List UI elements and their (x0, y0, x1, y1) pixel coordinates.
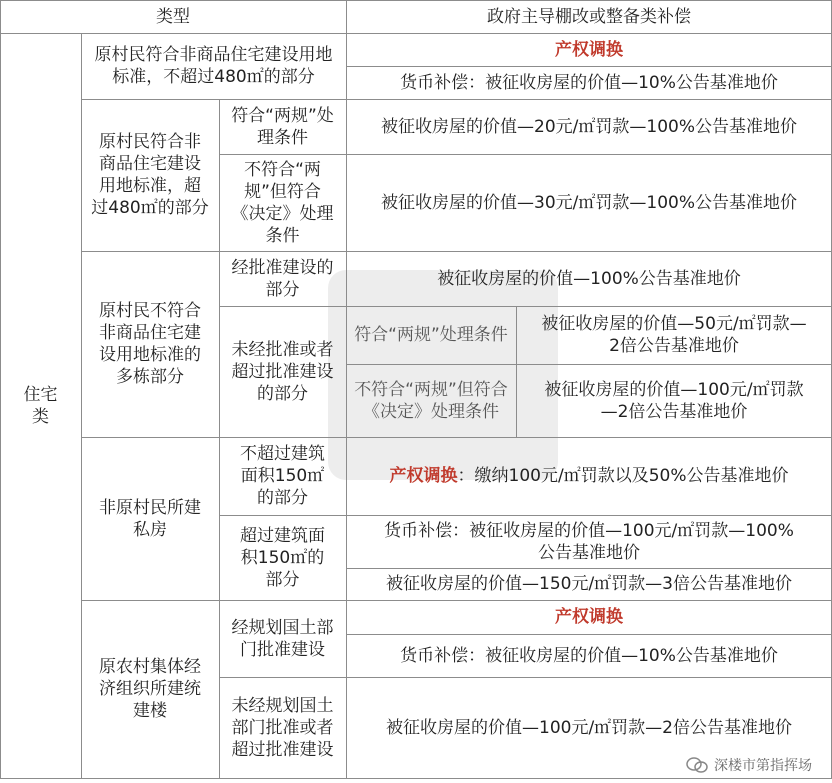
row4-sub-a-value-text: ：缴纳100元/㎡罚款以及50%公告基准地价 (457, 466, 789, 486)
row5-sub-b: 未经规划国土部门批准或者超过批准建设 (231, 695, 334, 760)
row4-sub-b-value1: 货币补偿：被征收房屋的价值—100元/㎡罚款—100%公告基准地价 (384, 520, 794, 563)
row1-cash: 货币补偿：被征收房屋的价值—10%公告基准地价 (400, 72, 778, 93)
brand-name: 深楼市第指挥场 (714, 758, 812, 774)
wechat-brand-watermark (686, 755, 812, 775)
row5-cash: 货币补偿：被征收房屋的价值—10%公告基准地价 (400, 645, 778, 666)
row3-label: 原村民不符合非商品住宅建设用地标准的多栋部分 (99, 301, 201, 387)
row3-approved-value: 被征收房屋的价值—100%公告基准地价 (437, 268, 741, 289)
row2-sub-b-value: 被征收房屋的价值—30元/㎡罚款—100%公告基准地价 (381, 192, 797, 213)
row2-sub-b: 不符合“两规”但符合《决定》处理条件 (231, 159, 334, 246)
row4-sub-b-value2: 被征收房屋的价值—150元/㎡罚款—3倍公告基准地价 (386, 574, 792, 594)
row3-approved: 经批准建设的部分 (231, 257, 334, 300)
row3-cond-b-value: 被征收房屋的价值—100元/㎡罚款—2倍公告基准地价 (544, 379, 804, 422)
row5-sub-b-value: 被征收房屋的价值—100元/㎡罚款—2倍公告基准地价 (386, 717, 792, 738)
row3-cond-a-value: 被征收房屋的价值—50元/㎡罚款—2倍公告基准地价 (541, 314, 807, 356)
row4-sub-a: 不超过建筑面积150㎡的部分 (240, 444, 325, 508)
row4-sub-b: 超过建筑面积150㎡的部分 (240, 525, 325, 590)
row4-property-swap: 产权调换 (389, 466, 458, 486)
row3-unapproved: 未经批准或者超过批准建设的部分 (231, 339, 334, 404)
category-residential: 住宅类 (23, 385, 58, 427)
row2-label: 原村民符合非商品住宅建设用地标准，超过480㎡的部分 (91, 132, 209, 218)
row4-sub-a-value (346, 437, 832, 515)
row5-label: 原农村集体经济组织所建统建楼 (99, 657, 201, 721)
row5-sub-a: 经规划国土部门批准建设 (231, 617, 334, 660)
wechat-icon (686, 756, 708, 774)
row3-cond-a: 符合“两规”处理条件 (354, 325, 508, 345)
row5-property-swap: 产权调换 (555, 607, 623, 627)
header-compensation: 政府主导棚改或整备类补偿 (487, 6, 691, 27)
header-type: 类型 (156, 6, 190, 27)
row2-sub-a-value: 被征收房屋的价值—20元/㎡罚款—100%公告基准地价 (381, 116, 797, 137)
row1-label: 原村民符合非商品住宅建设用地标准，不超过480㎡的部分 (94, 45, 333, 87)
row3-cond-b: 不符合“两规”但符合《决定》处理条件 (354, 379, 508, 422)
row2-sub-a: 符合“两规”处理条件 (231, 105, 334, 148)
row4-label: 非原村民所建私房 (99, 497, 201, 540)
row1-property-swap: 产权调换 (555, 39, 623, 60)
